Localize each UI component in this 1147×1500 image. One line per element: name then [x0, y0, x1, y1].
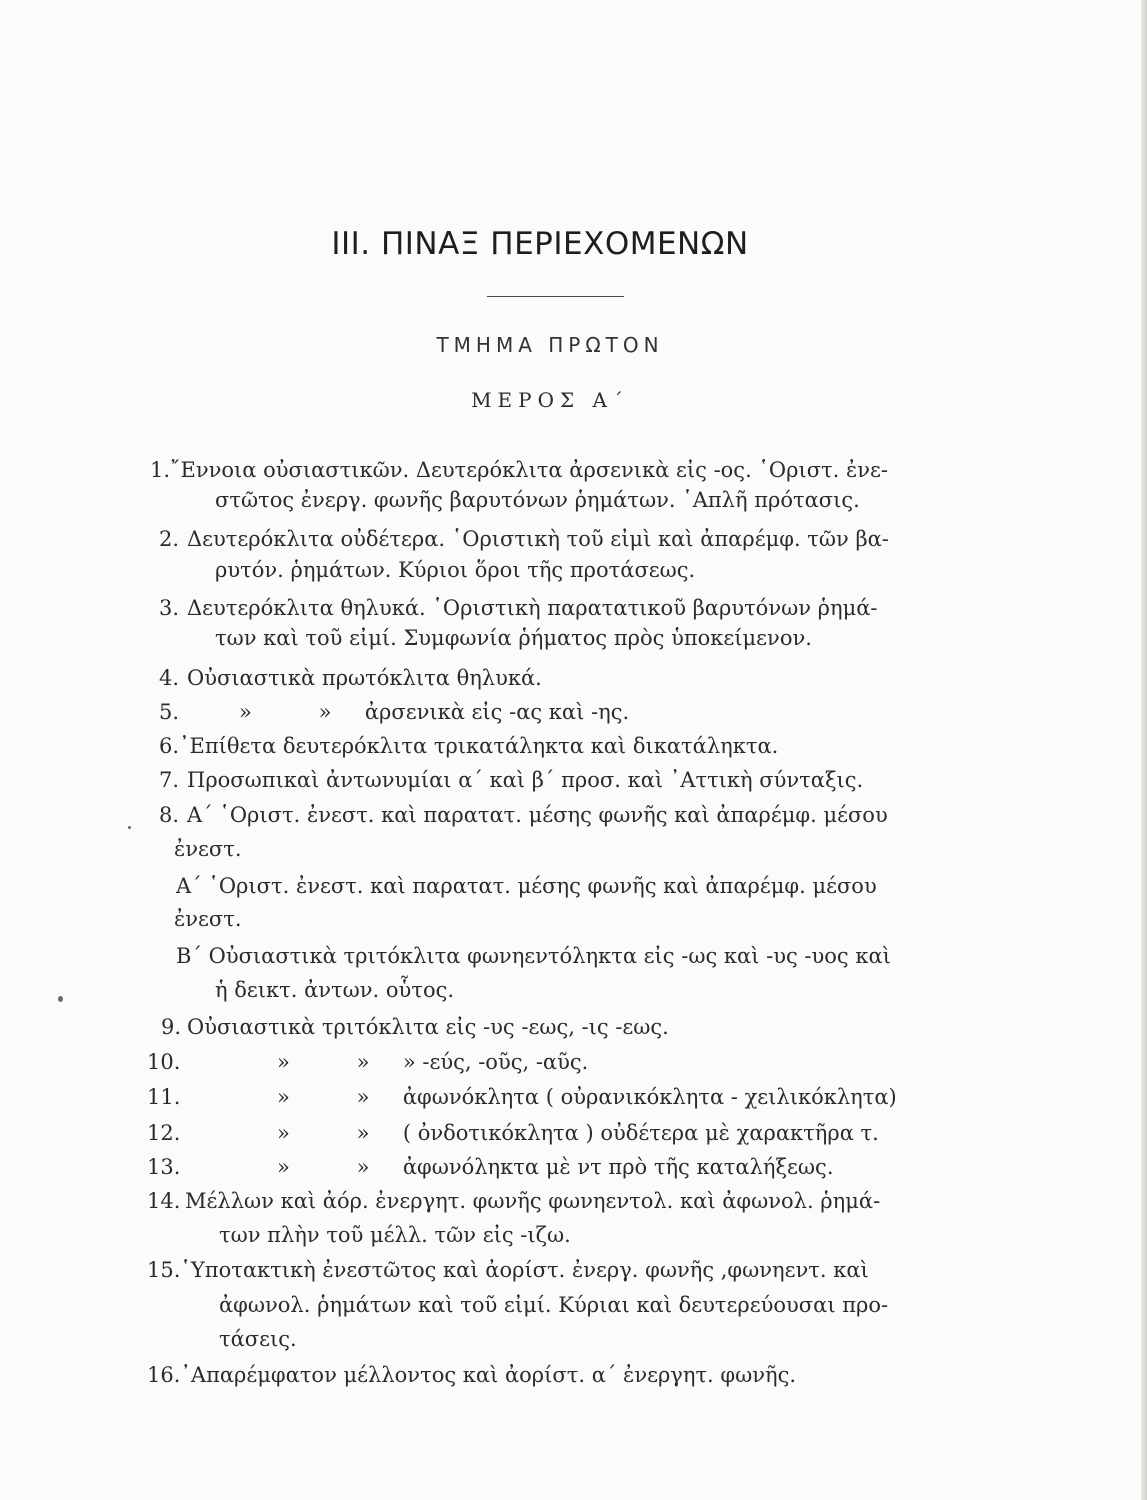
title-divider [487, 296, 624, 297]
toc-entry [147, 1083, 897, 1111]
entry-number: 11. [147, 1085, 181, 1109]
scan-speck [58, 996, 63, 1002]
toc-entry [150, 456, 888, 484]
entry-number: 6. [159, 734, 180, 758]
entry-text: » » ἀρσενικὰ εἰς -ας καὶ -ης. [239, 700, 630, 724]
toc-entry-continuation: ἐνεστ. [174, 907, 242, 931]
toc-entry-continuation: τάσεις. [219, 1327, 297, 1351]
toc-entry [159, 766, 863, 794]
entry-number: 13. [147, 1155, 181, 1179]
entry-number: 14. [147, 1189, 181, 1213]
entry-text: » » » -εύς, -οῦς, -αῦς. [277, 1050, 589, 1074]
toc-entry-continuation: ρυτόν. ῥημάτων. Κύριοι ὅροι τῆς προτάσεως. [215, 558, 696, 582]
toc-entry [147, 1153, 834, 1181]
entry-number: 16. [147, 1363, 181, 1387]
toc-entry-continuation: ἀφωνολ. ῥημάτων καὶ τοῦ εἰμί. Κύριαι καὶ δευτερεύουσαι προ- [219, 1293, 889, 1317]
entry-text: Α΄ ῾Οριστ. ἐνεστ. καὶ παρατατ. μέσης φωνῆς καὶ ἀπαρέμφ. μέσου [187, 803, 888, 827]
toc-entry-continuation: στῶτος ἐνεργ. φωνῆς βαρυτόνων ῥημάτων. ῾Απλῆ πρότασις. [215, 488, 860, 512]
toc-entry [147, 1361, 796, 1389]
toc-entry [159, 525, 889, 553]
part-heading: ΜΕΡΟΣ Α΄ [471, 388, 629, 412]
entry-text: » » ἀφωνόκλητα ( οὐρανικόκλητα - χειλικόκλητα) [277, 1085, 897, 1109]
entry-text: ῾Υποτακτικὴ ἐνεστῶτος καὶ ἀορίστ. ἐνεργ. φωνῆς ,φωνηεντ. καὶ [180, 1258, 869, 1282]
entry-number: 7. [159, 768, 180, 792]
entry-number: 12. [147, 1121, 181, 1145]
entry-number: 4. [159, 666, 180, 690]
toc-entry [159, 664, 542, 692]
entry-number: 8. [159, 803, 180, 827]
entry-text: » » ἀφωνόληκτα μὲ ντ πρὸ τῆς καταλήξεως. [277, 1155, 834, 1179]
toc-subentry: Α΄ ῾Οριστ. ἐνεστ. καὶ παρατατ. μέσης φωνῆς καὶ ἀπαρέμφ. μέσου [176, 874, 877, 898]
toc-entry [147, 1187, 880, 1215]
entry-number: 1. [150, 458, 171, 482]
toc-entry [159, 732, 778, 760]
entry-text: Προσωπικαὶ ἀντωνυμίαι α΄ καὶ β΄ προσ. καὶ ᾿Αττικὴ σύνταξις. [187, 768, 864, 792]
toc-entry [159, 594, 878, 622]
toc-entry-continuation: των πλὴν τοῦ μέλλ. τῶν εἰς -ιζω. [219, 1223, 571, 1247]
toc-entry-continuation: ἐνεστ. [174, 837, 242, 861]
scan-speck [128, 826, 131, 829]
page-edge [1141, 0, 1147, 1500]
toc-entry [147, 1119, 879, 1147]
toc-entry-continuation: ἡ δεικτ. ἀντων. οὗτος. [215, 978, 455, 1002]
entry-text: ᾿Επίθετα δευτερόκλιτα τρικατάληκτα καὶ δικατάληκτα. [179, 734, 779, 758]
entry-number: 2. [159, 527, 180, 551]
entry-number: 15. [147, 1258, 181, 1282]
toc-entry [159, 698, 629, 726]
toc-entry [159, 801, 888, 829]
entry-text: Μέλλων καὶ ἀόρ. ἐνεργητ. φωνῆς φωνηεντολ. καὶ ἀφωνολ. ῥημά- [185, 1189, 881, 1213]
toc-entry [161, 1013, 669, 1041]
toc-entry [147, 1048, 588, 1076]
entry-text: Οὐσιαστικὰ πρωτόκλιτα θηλυκά. [187, 666, 542, 690]
toc-entry-continuation: των καὶ τοῦ εἰμί. Συμφωνία ῥήματος πρὸς ὑποκείμενον. [215, 626, 812, 650]
entry-text: Δευτερόκλιτα οὐδέτερα. ῾Οριστικὴ τοῦ εἰμὶ καὶ ἀπαρέμφ. τῶν βα- [187, 527, 889, 551]
toc-entry [147, 1256, 869, 1284]
entry-number: 10. [147, 1050, 181, 1074]
toc-subentry: Β΄ Οὐσιαστικὰ τριτόκλιτα φωνηεντόληκτα εἰς -ως καὶ -υς -υος καὶ [176, 944, 891, 968]
entry-text: ᾿Απαρέμφατον μέλλοντος καὶ ἀορίστ. α΄ ἐνεργητ. φωνῆς. [180, 1363, 797, 1387]
entry-number: 3. [159, 596, 180, 620]
entry-number: 5. [159, 700, 180, 724]
entry-number: 9. [161, 1015, 182, 1039]
entry-text: Οὐσιαστικὰ τριτόκλιτα εἰς -υς -εως, -ις -εως. [187, 1015, 669, 1039]
entry-text: Δευτερόκλιτα θηλυκά. ῾Οριστικὴ παρατατικοῦ βαρυτόνων ῥημά- [187, 596, 878, 620]
section-heading: ΤΜΗΜΑ ΠΡΩΤΟΝ [436, 333, 664, 357]
entry-text: ῎Εννοια οὐσιαστικῶν. Δευτερόκλιτα ἀρσενικὰ εἰς -ος. ῾Οριστ. ἐνε- [170, 458, 889, 482]
page-title: III. ΠΙΝΑΞ ΠΕΡΙΕΧΟΜΕΝΩΝ [331, 226, 749, 262]
entry-text: » » ( ὀνδοτικόκλητα ) οὐδέτερα μὲ χαρακτῆρα τ. [277, 1121, 879, 1145]
